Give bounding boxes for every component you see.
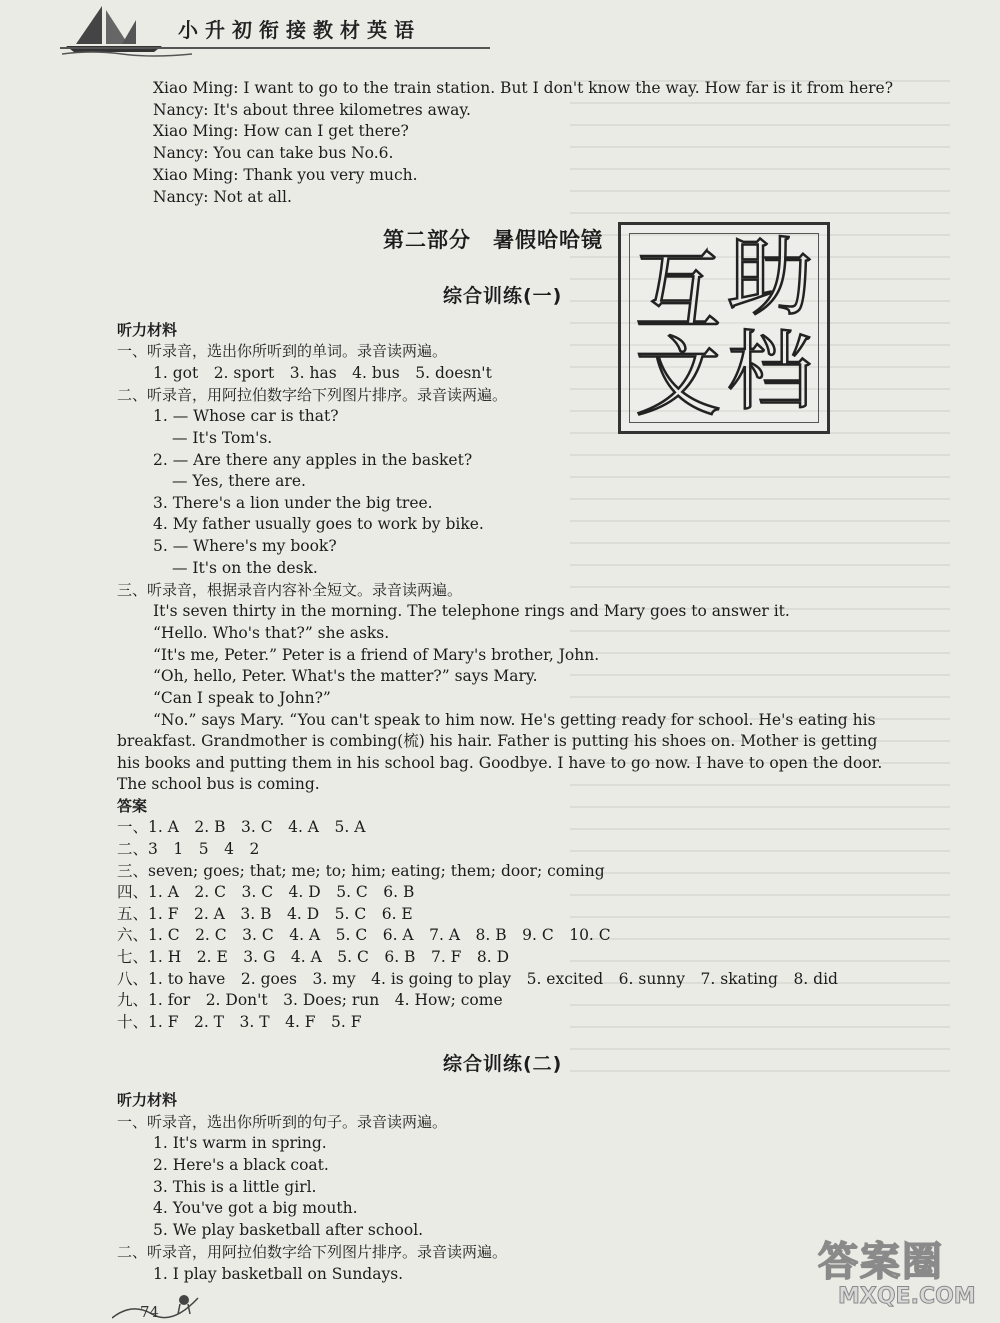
dialogue-line: Nancy: It's about three kilometres away. — [153, 101, 471, 119]
listening-line: — It's on the desk. — [172, 559, 318, 577]
dialogue-line: Nancy: Not at all. — [153, 188, 292, 206]
passage-line: “No.” says Mary. “You can't speak to him now. He's getting ready for school. He's eating his — [153, 711, 876, 729]
listening-line: 4. My father usually goes to work by bike. — [153, 515, 484, 533]
answer-row: 二、3 1 5 4 2 — [117, 840, 260, 858]
listening-line: 3. This is a little girl. — [153, 1178, 317, 1196]
listening-line: 1. — Whose car is that? — [153, 407, 339, 425]
answers-label: 答案 — [117, 797, 148, 815]
listening-line: 2. Here's a black coat. — [153, 1156, 329, 1174]
listening-label: 听力材料 — [117, 321, 178, 339]
answer-row: 八、1. to have 2. goes 3. my 4. is going to play 5. excited 6. sunny 7. skating 8. did — [117, 970, 838, 988]
answer-row: 六、1. C 2. C 3. C 4. A 5. C 6. A 7. A 8. B 9. C 10. C — [117, 926, 611, 944]
question-instruction: 三、听录音，根据录音内容补全短文。录音读两遍。 — [117, 581, 463, 599]
listening-line: 5. We play basketball after school. — [153, 1221, 424, 1239]
passage-line: “Oh, hello, Peter. What's the matter?” says Mary. — [153, 667, 538, 685]
listening-line: 5. — Where's my book? — [153, 537, 337, 555]
passage-line: breakfast. Grandmother is combing(梳) his hair. Father is putting his shoes on. Mother is getting — [117, 732, 878, 750]
answer-row: 一、1. A 2. B 3. C 4. A 5. A — [117, 818, 366, 836]
passage-line: The school bus is coming. — [117, 775, 320, 793]
question-instruction: 二、听录音，用阿拉伯数字给下列图片排序。录音读两遍。 — [117, 1243, 508, 1261]
header-rule — [60, 47, 490, 49]
listening-label: 听力材料 — [117, 1091, 178, 1109]
listening-line: 1. It's warm in spring. — [153, 1134, 327, 1152]
dialogue-line: Nancy: You can take bus No.6. — [153, 144, 394, 162]
passage-line: his books and putting them in his school bag. Goodbye. I have to go now. I have to open the door. — [117, 754, 883, 772]
question-instruction: 一、听录音，选出你所听到的句子。录音读两遍。 — [117, 1113, 448, 1131]
watermark-text: 答案圈 — [818, 1239, 944, 1285]
stamp-char: 文 — [635, 328, 721, 428]
listening-line: — Yes, there are. — [172, 472, 306, 490]
stamp-seal — [618, 222, 830, 434]
unit2-title: 综合训练(二) — [443, 1053, 563, 1075]
stamp-char: 助 — [727, 228, 813, 328]
listening-line: 3. There's a lion under the big tree. — [153, 494, 433, 512]
stamp-char: 档 — [727, 322, 813, 422]
answer-row: 五、1. F 2. A 3. B 4. D 5. C 6. E — [117, 905, 413, 923]
sailboat-icon — [62, 0, 192, 58]
listening-line: 4. You've got a big mouth. — [153, 1199, 358, 1217]
stamp-char: 互 — [635, 242, 721, 342]
watermark — [818, 1230, 998, 1323]
page-number: 74 — [140, 1303, 160, 1321]
passage-line: “Hello. Who's that?” she asks. — [153, 624, 390, 642]
word-list: 1. got 2. sport 3. has 4. bus 5. doesn't — [153, 364, 492, 382]
answer-row: 四、1. A 2. C 3. C 4. D 5. C 6. B — [117, 883, 415, 901]
dialogue-line: Xiao Ming: I want to go to the train station. But I don't know the way. How far is it from here? — [153, 79, 894, 97]
watermark-url: MXQE.COM — [838, 1284, 976, 1309]
answer-row: 七、1. H 2. E 3. G 4. A 5. C 6. B 7. F 8. D — [117, 948, 510, 966]
part-title: 第二部分 暑假哈哈镜 — [383, 228, 603, 252]
question-instruction: 二、听录音，用阿拉伯数字给下列图片排序。录音读两遍。 — [117, 386, 508, 404]
question-instruction: 一、听录音，选出你所听到的单词。录音读两遍。 — [117, 342, 448, 360]
header-title: 小升初衔接教材英语 — [178, 18, 421, 42]
passage-line: “It's me, Peter.” Peter is a friend of Mary's brother, John. — [153, 646, 600, 664]
passage-line: It's seven thirty in the morning. The telephone rings and Mary goes to answer it. — [153, 602, 790, 620]
listening-line: 2. — Are there any apples in the basket? — [153, 451, 473, 469]
listening-line: — It's Tom's. — [172, 429, 273, 447]
listening-line: 1. I play basketball on Sundays. — [153, 1265, 404, 1283]
passage-line: “Can I speak to John?” — [153, 689, 331, 707]
dialogue-line: Xiao Ming: How can I get there? — [153, 122, 409, 140]
answer-row: 九、1. for 2. Don't 3. Does; run 4. How; come — [117, 991, 503, 1009]
unit1-title: 综合训练(一) — [443, 285, 563, 307]
dialogue-line: Xiao Ming: Thank you very much. — [153, 166, 418, 184]
answer-row: 三、seven; goes; that; me; to; him; eating; them; door; coming — [117, 862, 605, 880]
answer-row: 十、1. F 2. T 3. T 4. F 5. F — [117, 1013, 362, 1031]
